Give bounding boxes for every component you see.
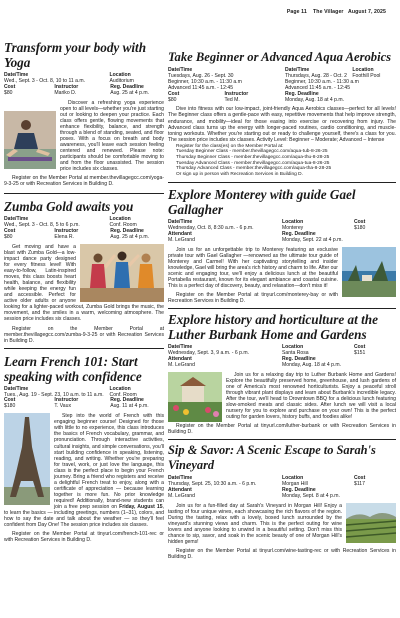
aqua-c1-label-datetime: Date/Time	[168, 67, 193, 73]
divider	[168, 439, 396, 440]
monterey-body: Join us for an unforgettable trip to Monterey featuring an exclusive private tour with Gael Gallagher —renowned as the ultimate tour guide of Monterey and Carmel! With her captivating storytelling and insider knowledge, Gael will bring the area's rich history and charm to life. After our scenic and engaging tour, we'll enjoy a delicious lunch at the beautiful Portabella restaurant, known for its elegant ambiance and coastal cuisine. This is a perfect day of discovery, beauty, and relaxation—don't miss it!	[168, 246, 338, 290]
divider	[4, 348, 164, 349]
sip-cost: $117	[354, 481, 365, 488]
aqua-article	[168, 50, 396, 177]
sip-datetime: Thursday, Sept. 25, 10:30 a.m. - 6 p.m.	[168, 481, 257, 488]
aqua-link: Or sign up in person with Recreation Services in Building D.	[176, 171, 303, 177]
burbank-datetime: Wednesday, Sept. 3, 9 a.m. - 6 p.m.	[168, 350, 250, 357]
sip-body: Join us for a fun-filled day at Sarah's Vineyard in Morgan Hill! Enjoy a tasting of four unique wines, each showcasing the rich flavors of the region. During the tasting, relax with a lovely, boxed lunch surrounded by the vineyard's stunning views and charm. This is the perfect outing for wine lovers and anyone looking to unwind in a beautiful setting. Don't miss this chance to sip, savor, and soak in the scenic beauty of one of Morgan Hill's hidden gems!	[168, 503, 342, 546]
zumba-deadline: Aug. 25 at 4 p.m.	[110, 234, 149, 240]
aqua-title: Take Beginner or Advanced Aqua Aerobics	[168, 50, 392, 64]
sip-label-cost: Cost	[354, 475, 366, 482]
french-location: Conf. Room	[109, 391, 137, 398]
aqua-label-location: Location	[352, 67, 374, 73]
burbank-attendant: M. LeGrand	[168, 362, 195, 369]
zumba-instructor: Elena R.	[54, 234, 74, 240]
sip-deadline: Monday, Sept. 8 at 4 p.m.	[282, 493, 340, 500]
zumba-title: Zumba Gold awaits you	[4, 199, 134, 215]
monterey-label-location: Location	[282, 219, 304, 226]
yoga-label-deadline: Reg. Deadline	[110, 83, 144, 90]
yoga-label-datetime: Date/Time	[4, 72, 29, 78]
aqua-link: Tuesday Beginner Class - member.thevillagegcc.com/aqua-tub-8-26-25	[176, 149, 328, 155]
monterey-location: Monterey	[282, 225, 304, 232]
burbank-cost: $151	[354, 350, 366, 357]
aqua-deadline: Monday, Aug. 18 at 4 p.m.	[285, 96, 345, 103]
zumba-body: Get moving and have a blast with Zumba Gold—a low-impact dance party designed for every fitness level! With easy-to-follow, Latin-inspired moves, this class boosts heart health, balance, and flexibility while keeping the energy fun and accessible. Perfect for active older adults or anyone looking for a lighter-paced workout, Zumba Gold brings the music, the movement, and the smiles in a warm, welcoming atmosphere. The session price includes six classes.	[4, 243, 164, 323]
sip-label-attendant: Attendant	[168, 487, 192, 494]
zumba-label-datetime: Date/Time	[4, 216, 29, 223]
french-label-deadline: Reg. Deadline	[110, 397, 144, 404]
monterey-article	[168, 187, 396, 304]
zumba-label-instructor: Instructor	[54, 228, 79, 235]
french-instructor: T. Vaux	[54, 403, 72, 410]
aqua-location: Foothill Pool	[352, 72, 381, 79]
french-deadline: Aug. 11 at 4 p.m.	[110, 403, 149, 410]
yoga-datetime: Wed., Sept. 3 - Oct. 8, 10 to 11 a.m.	[4, 77, 86, 84]
french-label-location: Location	[109, 385, 131, 392]
yoga-label-cost: Cost	[4, 83, 16, 90]
yoga-instructor: Mariko D.	[54, 89, 77, 96]
french-body-part2: , to learn the basics — including greetings, numbers (1–31), colors, and how to say the date and talk about the weather — so they'll feel confident from Day One! The session price includes six classes.	[4, 503, 164, 529]
aqua-label-cost: Cost	[168, 90, 180, 97]
sip-registration: Register on the Member Portal at tinyurl.com/wine-tasting-rec or with Recreation Services in Building D.	[168, 548, 396, 561]
aqua-label-deadline: Reg. Deadline	[285, 90, 319, 97]
aqua-c2-days: Thursdays, Aug. 28 - Oct. 2	[285, 72, 348, 79]
burbank-label-location: Location	[282, 344, 304, 351]
yoga-photo-icon	[4, 111, 56, 169]
monterey-label-datetime: Date/Time	[168, 219, 193, 226]
french-cost: $180	[4, 403, 16, 410]
divider	[168, 308, 396, 309]
yoga-location: Auditorium	[109, 77, 134, 84]
yoga-deadline: Aug. 25 at 4 p.m.	[110, 89, 149, 96]
eiffel-tower-photo-icon	[4, 413, 50, 505]
monterey-label-cost: Cost	[354, 219, 366, 226]
monterey-attendant: M. LeGrand	[168, 237, 195, 243]
aqua-c2-beginner: Beginner, 10:30 a.m. - 11:30 a.m	[285, 78, 359, 85]
zumba-label-cost: Cost	[4, 228, 16, 235]
paper-name: The Villager	[313, 9, 344, 15]
aqua-label-instructor: Instructor	[224, 90, 249, 97]
page-number: Page 11	[286, 9, 307, 15]
sip-label-datetime: Date/Time	[168, 475, 193, 482]
monterey-label-attendant: Attendant	[168, 231, 192, 238]
yoga-cost: $80	[4, 89, 13, 96]
right-column	[168, 50, 396, 560]
yoga-registration: Register on the Member Portal at member.thevillagegcc.com/yoga-9-3-25 or with Recreation Services in Building D.	[4, 175, 164, 188]
aqua-registration	[168, 144, 396, 178]
sip-label-location: Location	[282, 475, 304, 482]
yoga-label-location: Location	[109, 72, 131, 78]
aqua-link: Thursday Beginner Class - member.thevillagegcc.com/aqua-thu-8-28-25	[176, 154, 330, 160]
zumba-label-deadline: Reg. Deadline	[110, 228, 144, 235]
zumba-registration: Register on the Member Portal at member.thevillagegcc.com/zumba-9-3-25 or with Recreation Services in Building D.	[4, 325, 164, 344]
french-label-datetime: Date/Time	[4, 385, 29, 392]
sip-attendant: M. LeGrand	[168, 493, 195, 500]
burbank-article	[168, 312, 396, 435]
yoga-body: Discover a refreshing yoga experience open to all levels—whether you're just starting out or looking to deepen your practice. Each class offers gentle, flowing movements that enhance flexibility, balance, and strength through a blend of standing, seated, and floor poses. With a focus on breath and body awareness, you'll leave each session feeling centered and renewed. Please note: participants should be comfortable moving to and from the floor unassisted. The session price includes six classes.	[60, 99, 164, 173]
french-prep-date: Friday, August 15	[119, 503, 163, 510]
burbank-label-cost: Cost	[354, 344, 366, 351]
burbank-label-deadline: Reg. Deadline	[282, 356, 316, 363]
french-label-instructor: Instructor	[54, 397, 79, 404]
burbank-label-attendant: Attendant	[168, 356, 192, 363]
sip-location: Morgan Hill	[282, 481, 308, 488]
monterey-photo-icon	[342, 247, 396, 297]
zumba-location: Conf. Room	[109, 222, 137, 229]
burbank-deadline: Monday, Aug. 18 at 4 p.m.	[282, 362, 342, 369]
page-header	[287, 9, 386, 15]
zumba-photo-icon	[80, 244, 164, 302]
zumba-datetime: Wed., Sept. 3 - Oct. 8, 5 to 6 p.m.	[4, 222, 80, 229]
french-article	[4, 354, 164, 544]
aqua-c2-advanced: Advanced 11:45 a.m. - 12:45	[285, 84, 351, 91]
aqua-c1-days: Tuesdays, Aug. 26 - Sept. 30	[168, 72, 234, 79]
aqua-body: Dive into fitness with our low-impact, joint-friendly Aqua Aerobics classes—perfect for all levels! The Beginner class offers a gentle-pace with easy, repetitive movements that help improve strength, endurance, and mobility—ideal for those easing into exercise or recovering from injury. The Advanced class turns up the energy with longer-paced routines, cardio conditioning, and muscle-toning workouts. Whether you're starting out or ready to challenge yourself, there's a class for you. The session price includes six classes. Activity Level: Beginner – Moderate; Advanced – Intense	[168, 106, 396, 143]
sip-article	[168, 443, 396, 560]
divider	[4, 193, 164, 194]
aqua-link: Thursday Advanced Class - member.thevillagegcc.com/aqua-tha-8-28-25	[176, 166, 332, 172]
monterey-registration: Register on the Member Portal at tinyurl.com/monterey-bay or with Recreation Services in Building D.	[168, 292, 338, 305]
aqua-instructor: Ted M.	[224, 96, 240, 103]
burbank-title: Explore history and horticulture at the Luther Burbank Home and Gardens	[168, 312, 378, 343]
burbank-body: Join us for a relaxing day trip to Luther Burbank Home and Gardens! Explore the beautifully preserved home, greenhouse, and lush gardens of one of America's most renowned horticulturists. Enjoy a peaceful stroll through vibrant plant displays and learn about Burbank's incredible legacy. After the tour, we'll head to Drowntown BBQ for a delicious lunch featuring slow-smoked meats and classic sides. After lunch we will visit a local nursery for you to explore and purchase on your own! This is the perfect outing for garden lovers, history buffs, and foodies alike!	[226, 371, 396, 421]
burbank-registration: Register on the Member Portal at tinyurl.com/luther-burbank or with Recreation Services in Building D.	[168, 423, 396, 436]
sip-title: Sip & Savor: A Scenic Escape to Sarah's Vineyard	[168, 443, 376, 473]
french-body-part1: Step into the world of French with this engaging beginner course! Designed for those with little to no experience, this class introduces the basics of French vocabulary, grammar, and pronunciation. Through interactive activities, cultural insights, and simple conversations, you'll start building confidence in speaking, listening, reading, and writing. Whether you're preparing for travel, work, or just love the language, this class is the perfect place to begin your French journey. Bring a friend who registers and receive a delightful French treat to enjoy, along with a certificate of appreciation — because learning together is more fun. No prior knowledge required! Additionally, brand-new students can join a free prep session on	[54, 413, 164, 510]
yoga-label-instructor: Instructor	[54, 83, 79, 90]
vineyard-photo-icon	[346, 503, 396, 543]
monterey-cost: $180	[354, 225, 366, 232]
aqua-link: Tuesday Advanced Class - member.thevillagegcc.com/aqua-tua-8-26-25	[176, 160, 330, 166]
zumba-label-location: Location	[109, 216, 131, 223]
aqua-c1-beginner: Beginner, 10:30 a.m. - 11:30 a.m	[168, 78, 242, 85]
zumba-cost: $80	[4, 234, 13, 240]
aqua-c1-advanced: Advanced 11:45 a.m. - 12:45	[168, 84, 234, 91]
divider	[168, 182, 396, 183]
aqua-c2-label-datetime: Date/Time	[285, 67, 310, 73]
yoga-article	[4, 40, 164, 187]
yoga-title: Transform your body with Yoga	[4, 40, 147, 70]
french-label-cost: Cost	[4, 397, 16, 404]
french-datetime: Tues., Aug. 19 - Sept. 23, 10 a.m. to 11 a.m.	[4, 391, 104, 398]
monterey-datetime: Wednesday, Oct. 8, 8:30 a.m. - 6 p.m.	[168, 225, 254, 232]
monterey-label-deadline: Reg. Deadline	[282, 231, 316, 238]
monterey-deadline: Monday, Sept. 22 at 4 p.m.	[282, 237, 343, 243]
aqua-reg-intro: Register for the class(es) on the Member Portal at:	[176, 143, 284, 149]
sip-label-deadline: Reg. Deadline	[282, 487, 316, 494]
burbank-location: Santa Rosa	[282, 350, 309, 357]
monterey-title: Explore Monterey with guide Gael Gallagher	[168, 187, 356, 218]
burbank-label-datetime: Date/Time	[168, 344, 193, 351]
french-title: Learn French 101: Start speaking with confidence	[4, 353, 142, 384]
garden-photo-icon	[168, 372, 222, 422]
french-registration: Register on the Member Portal at tinyurl.com/french-101-rec or with Recreation Services in Building D.	[4, 531, 164, 544]
aqua-cost: $80	[168, 96, 177, 103]
zumba-article	[4, 199, 164, 343]
left-column	[4, 40, 164, 543]
issue-date: August 7, 2025	[347, 9, 386, 15]
